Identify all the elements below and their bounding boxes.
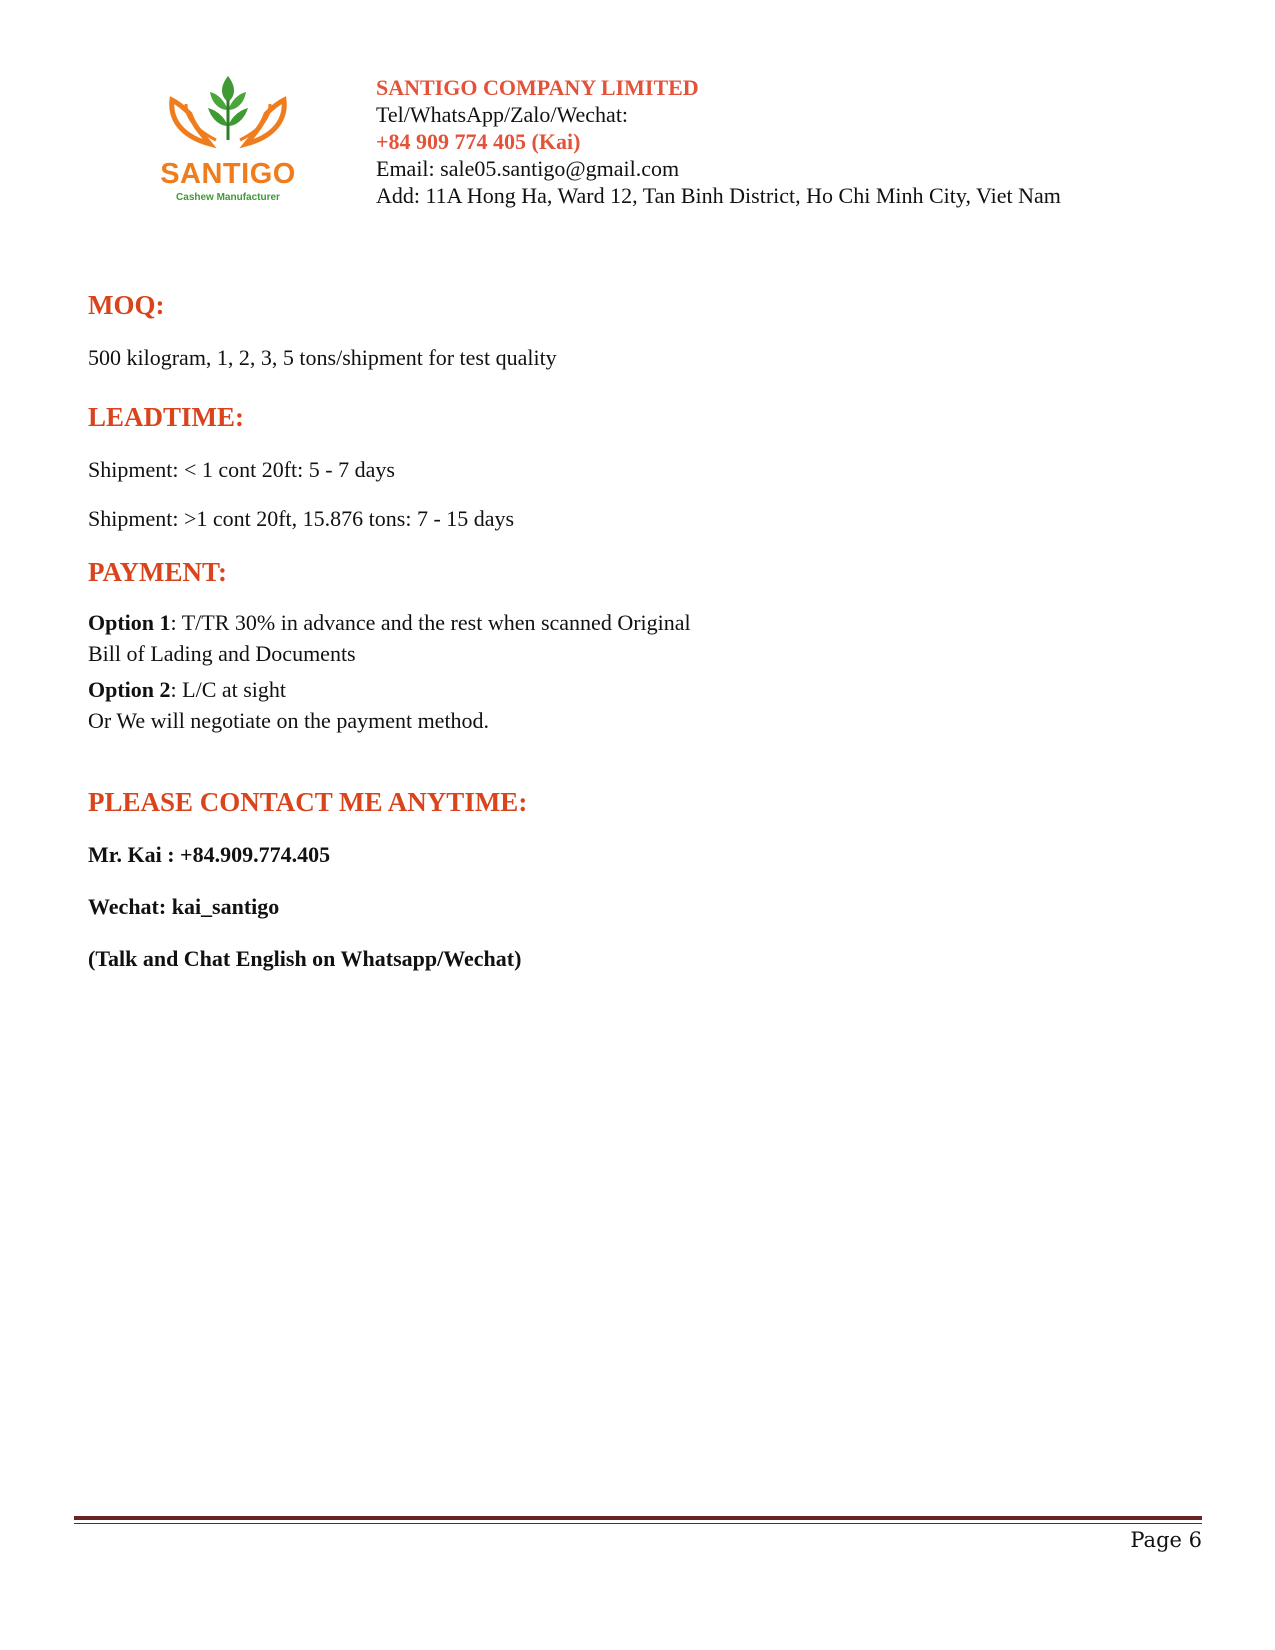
leadtime-line-2: Shipment: >1 cont 20ft, 15.876 tons: 7 - 15 days: [88, 506, 515, 531]
contact-note: (Talk and Chat English on Whatsapp/Wechat): [88, 946, 522, 971]
company-logo: [150, 70, 310, 210]
contact-wechat: Wechat: kai_santigo: [88, 894, 280, 919]
payment-heading: PAYMENT:: [88, 557, 227, 587]
page-number: Page 6: [1130, 1528, 1202, 1552]
company-address: Add: 11A Hong Ha, Ward 12, Tan Binh District, Ho Chi Minh City, Viet Nam: [376, 183, 1061, 208]
option-2-label: Option 2: [88, 677, 171, 702]
tel-label: Tel/WhatsApp/Zalo/Wechat:: [376, 102, 629, 127]
footer-rule: [74, 1516, 1202, 1520]
company-name: SANTIGO COMPANY LIMITED: [376, 75, 699, 100]
payment-negotiate: Or We will negotiate on the payment method.: [88, 708, 490, 733]
contact-phone: Mr. Kai : +84.909.774.405: [88, 842, 331, 867]
payment-option-2: [88, 676, 1188, 704]
option-2-text: : L/C at sight: [170, 677, 287, 702]
company-phone: +84 909 774 405 (Kai): [376, 129, 581, 154]
leadtime-heading: LEADTIME:: [88, 402, 245, 432]
leaf-hands-icon: [150, 70, 306, 160]
company-email: Email: sale05.santigo@gmail.com: [376, 156, 680, 181]
contact-heading: PLEASE CONTACT ME ANYTIME:: [88, 787, 528, 817]
moq-text: 500 kilogram, 1, 2, 3, 5 tons/shipment for test quality: [88, 345, 557, 370]
company-info: [376, 74, 1061, 209]
logo-tagline: Cashew Manufacturer: [176, 192, 280, 203]
moq-heading: MOQ:: [88, 290, 165, 320]
option-1-label: Option 1: [88, 610, 171, 635]
document-body: [88, 288, 1188, 973]
footer-rule-thin: [74, 1523, 1202, 1524]
leadtime-line-1: Shipment: < 1 cont 20ft: 5 - 7 days: [88, 457, 395, 482]
payment-option-1-cont: Bill of Lading and Documents: [88, 641, 356, 666]
payment-option-1: [88, 609, 1188, 637]
option-1-text: : T/TR 30% in advance and the rest when scanned Original: [170, 610, 691, 635]
logo-wordmark: SANTIGO: [160, 158, 296, 190]
